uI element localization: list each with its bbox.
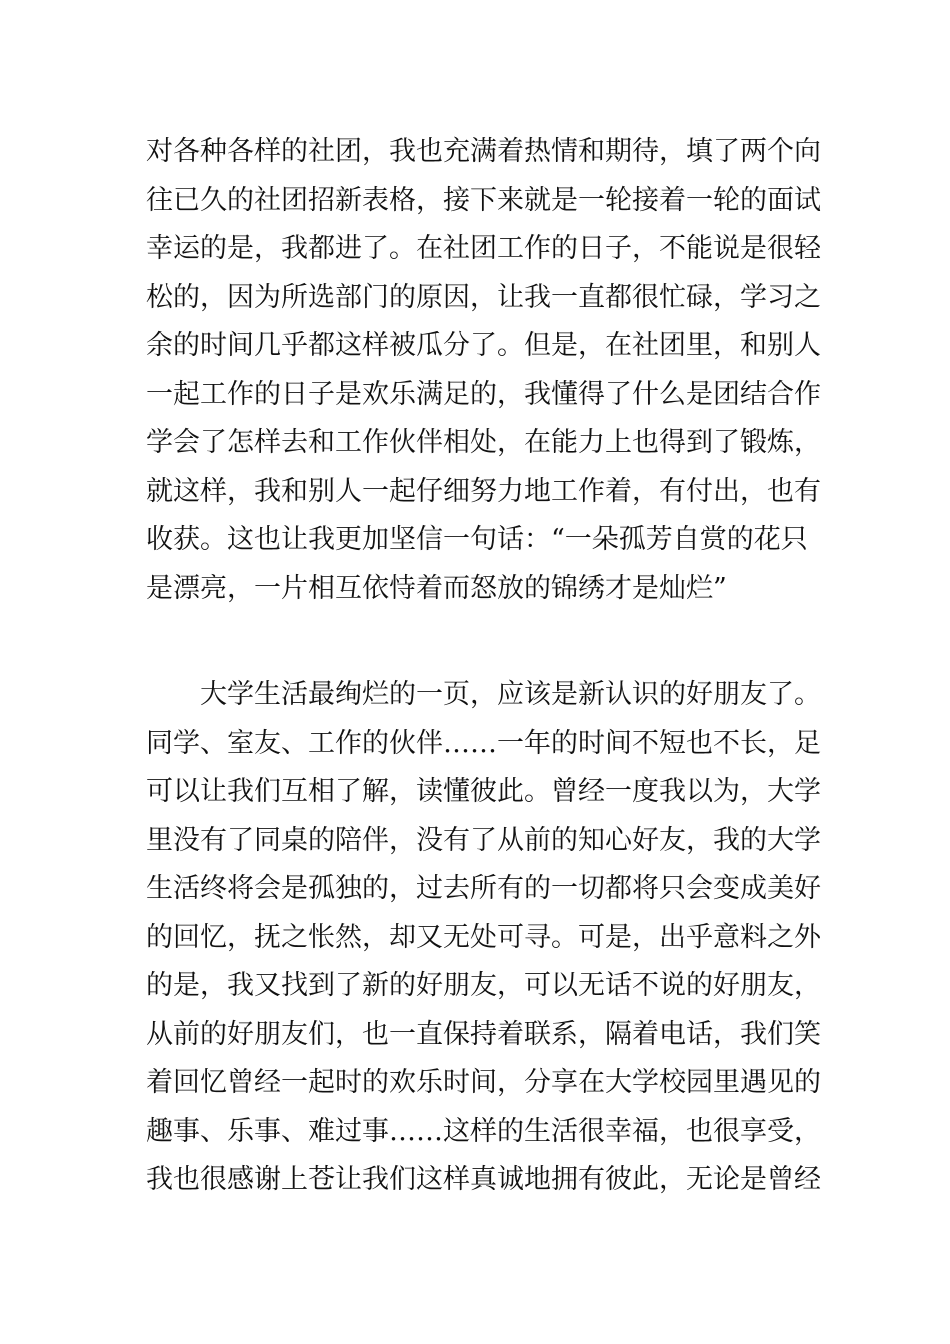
text-line: 的是，我又找到了新的好朋友，可以无话不说的好朋友， bbox=[146, 970, 821, 1001]
paragraph-societies bbox=[146, 128, 821, 613]
text-line: 收获。这也让我更加坚信一句话：“一朵孤芳自赏的花只 bbox=[146, 524, 808, 555]
text-line: 就这样，我和别人一起仔细努力地工作着，有付出，也有 bbox=[146, 475, 821, 507]
text-line: 生活终将会是孤独的，过去所有的一切都将只会变成美好 bbox=[146, 873, 821, 904]
text-line: 里没有了同桌的陪伴，没有了从前的知心好友，我的大学 bbox=[146, 824, 821, 856]
paragraph-friends bbox=[146, 671, 821, 1205]
text-line: 松的，因为所选部门的原因，让我一直都很忙碌，学习之 bbox=[146, 281, 821, 313]
text-line: 可以让我们互相了解，读懂彼此。曾经一度我以为，大学 bbox=[146, 776, 821, 807]
text-line: 是漂亮，一片相互依恃着而怒放的锦绣才是灿烂” bbox=[146, 572, 727, 604]
text-line: 我也很感谢上苍让我们这样真诚地拥有彼此，无论是曾经 bbox=[146, 1164, 821, 1195]
text-line: 对各种各样的社团，我也充满着热情和期待，填了两个向 bbox=[146, 136, 821, 167]
text-line: 趣事、乐事、难过事……这样的生活很幸福，也很享受， bbox=[146, 1115, 821, 1147]
text-line: 余的时间几乎都这样被瓜分了。但是，在社团里，和别人 bbox=[146, 330, 821, 361]
text-line: 往已久的社团招新表格，接下来就是一轮接着一轮的面试 bbox=[146, 184, 821, 216]
text-line: 学会了怎样去和工作伙伴相处，在能力上也得到了锻炼， bbox=[146, 427, 821, 458]
text-line: 一起工作的日子是欢乐满足的，我懂得了什么是团结合作 bbox=[146, 378, 821, 410]
text-line: 着回忆曾经一起时的欢乐时间，分享在大学校园里遇见的 bbox=[146, 1067, 821, 1098]
text-line: 同学、室友、工作的伙伴……一年的时间不短也不长，足 bbox=[146, 727, 821, 759]
text-line: 的回忆，抚之怅然，却又无处可寻。可是，出乎意料之外 bbox=[146, 921, 821, 953]
text-line: 从前的好朋友们，也一直保持着联系，隔着电话，我们笑 bbox=[146, 1018, 821, 1050]
text-line: 幸运的是，我都进了。在社团工作的日子，不能说是很轻 bbox=[146, 233, 821, 264]
text-line: 大学生活最绚烂的一页，应该是新认识的好朋友了。 bbox=[146, 679, 821, 710]
